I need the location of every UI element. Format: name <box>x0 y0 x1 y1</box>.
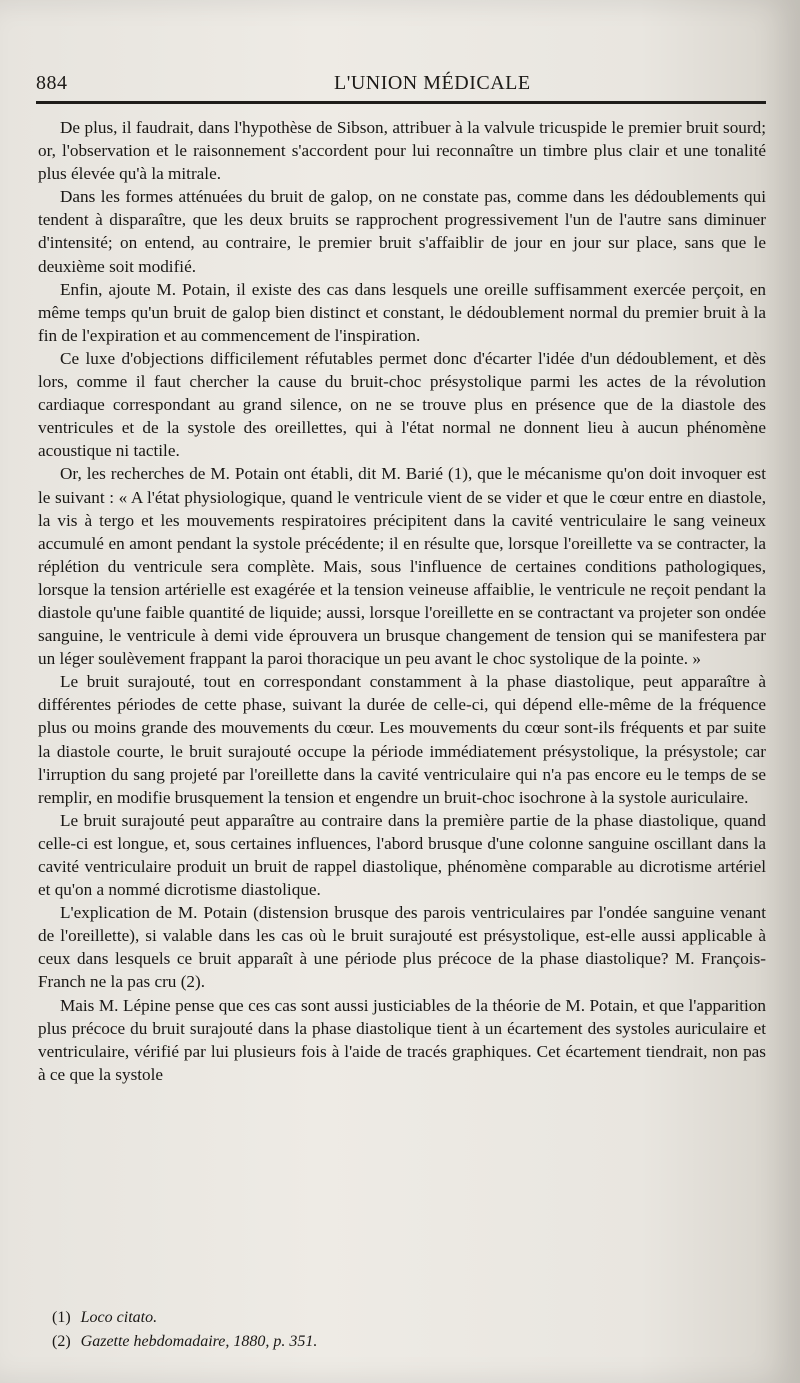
paragraph: De plus, il faudrait, dans l'hypothèse de Sibson, attribuer à la valvule tricuspide le premier bruit sourd; or, l'observation et le raisonnement s'accordent pour lui reconnaître un timbre plus clair et une tonalité plus élevée qu'à la mitrale. <box>38 118 766 184</box>
paragraph: Or, les recherches de M. Potain ont établi, dit M. Barié (1), que le mécanisme qu'on doit invoquer est le suivant : « A l'état physiologique, quand le ventricule vient de se vider et que le cœur entre en diastole, la vis à tergo et les mouvements respiratoires précipitent dans la cavité ventriculaire le sang veineux accumulé en amont pendant la systole précédente; il en résulte que, lorsque l'oreillette va se contracter, la réplétion du ventricule sera complète. Mais, sous l'influence de certaines conditions pathologiques, lorsque la tension artérielle est exagérée et la tension veineuse affaiblie, le ventricule ne reçoit pendant la diastole qu'une faible quantité de liquide; aussi, lorsque l'oreillette en se contractant va projeter son ondée sanguine, le ventricule à demi vide éprouvera un brusque changement de tension qui se manifestera par un léger soulèvement frappant la paroi thoracique un peu avant le choc systolique de la pointe. » <box>38 464 766 669</box>
page-header <box>36 66 766 100</box>
running-title: L'UNION MÉDICALE <box>334 72 531 94</box>
paragraph: Dans les formes atténuées du bruit de galop, on ne constate pas, comme dans les dédoublements qui tendent à disparaître, que les deux bruits se rapprochent progressivement l'un de l'autre sans diminuer d'intensité; on entend, au contraire, le premier bruit s'affaiblir de jour en jour sur place, sans que le deuxième soit modifié. <box>38 187 766 276</box>
body-text <box>38 116 766 1086</box>
page-number: 884 <box>36 72 68 94</box>
footnotes <box>52 1306 752 1354</box>
footnote <box>52 1306 752 1330</box>
paragraph: Le bruit surajouté, tout en correspondant constamment à la phase diastolique, peut apparaître à différentes périodes de cette phase, suivant la durée de celle-ci, qui dépend elle-même de la fréquence plus ou moins grande des mouvements du cœur. Les mouvements du cœur sont-ils fréquents et par suite la diastole courte, le bruit surajouté occupe la période immédiatement présystolique, la présystole; car l'irruption du sang projeté par l'oreillette dans la cavité ventriculaire qui n'a pas encore eu le temps de se remplir, en modifie brusquement la tension et engendre un bruit-choc isochrone à la systole auriculaire. <box>38 672 766 807</box>
paragraph: Le bruit surajouté peut apparaître au contraire dans la première partie de la phase diastolique, quand celle-ci est longue, et, sous certaines influences, l'abord brusque d'une colonne sanguine oscillant dans la cavité ventriculaire produit un bruit de rappel diastolique, phénomène comparable au dicrotisme artériel et qu'on a nommé dicrotisme diastolique. <box>38 810 766 900</box>
footnote-text: Loco citato. <box>80 1309 158 1326</box>
paragraph: L'explication de M. Potain (distension brusque des parois ventriculaires par l'ondée sanguine venant de l'oreillette), si valable dans les cas où le bruit surajouté est présystolique, est-elle aussi applicable à ceux dans lesquels ce bruit apparaît à une période plus précoce de la phase diastolique? M. François-Franch ne la pas cru (2). <box>38 903 766 992</box>
footnote-mark: (1) <box>52 1309 71 1326</box>
paragraph: Mais M. Lépine pense que ces cas sont aussi justiciables de la théorie de M. Potain, et que l'apparition plus précoce du bruit surajouté dans la phase diastolique tient à un écartement des systoles auriculaire et ventriculaire, vérifié par lui plusieurs fois à l'aide de tracés graphiques. Cet écartement tiendrait, non pas à ce que la systole <box>38 995 766 1084</box>
paragraph: Enfin, ajoute M. Potain, il existe des cas dans lesquels une oreille suffisamment exercée perçoit, en même temps qu'un bruit de galop bien distinct et constant, le dédoublement normal du premier bruit à la fin de l'expiration et au commencement de l'inspiration. <box>38 279 766 345</box>
paragraph: Ce luxe d'objections difficilement réfutables permet donc d'écarter l'idée d'un dédoublement, et dès lors, comme il faut chercher la cause du bruit-choc présystolique parmi les actes de la révolution cardiaque correspondant au grand silence, on ne se trouve plus en présence que de la diastole des ventricules et de la systole des oreillettes, qui à l'état normal ne donnent lieu à aucun phénomène acoustique ni tactile. <box>38 348 766 461</box>
footnote <box>52 1330 752 1354</box>
footnote-mark: (2) <box>52 1333 71 1350</box>
header-rule <box>36 101 766 104</box>
footnote-text: Gazette hebdomadaire, 1880, p. 351. <box>80 1333 318 1350</box>
